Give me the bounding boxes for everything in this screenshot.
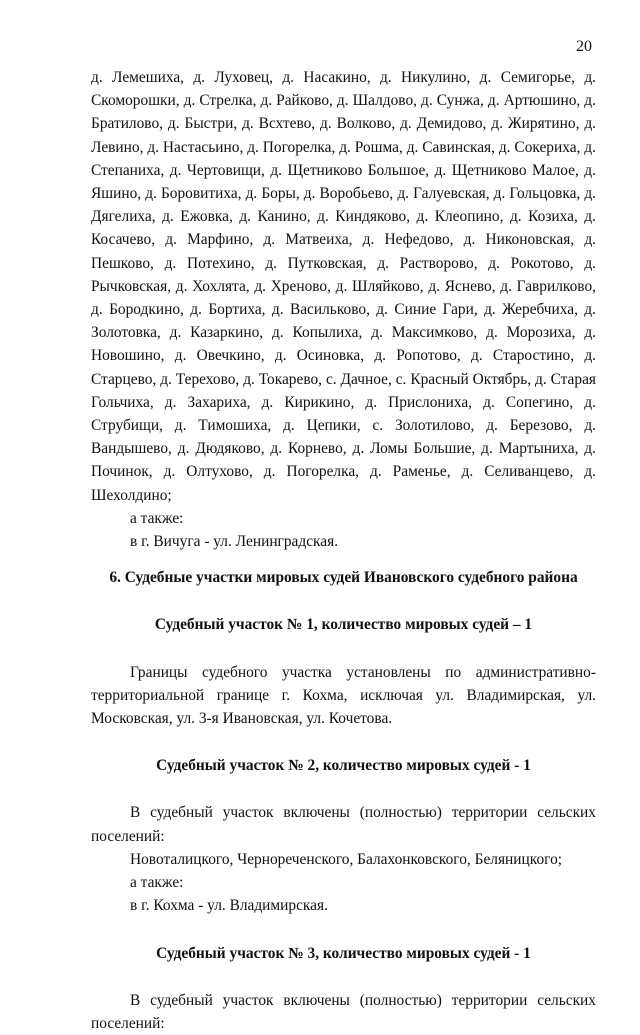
district-3-intro: В судебный участок включены (полностью) территории сельских поселений: xyxy=(91,991,596,1032)
district-2-heading: Судебный участок № 2, количество мировых судей - 1 xyxy=(156,757,531,775)
section-6-title: 6. Судебные участки мировых судей Ивановского судебного района xyxy=(109,569,578,587)
also-label: а также: xyxy=(130,509,184,527)
vichuga-street-line: в г. Вичуга - ул. Ленинградская. xyxy=(130,533,339,551)
district-3-heading: Судебный участок № 3, количество мировых судей - 1 xyxy=(156,944,531,962)
page-number: 20 xyxy=(576,38,592,55)
district-1-heading: Судебный участок № 1, количество мировых судей – 1 xyxy=(154,616,533,634)
document-body xyxy=(91,66,596,1035)
district-2-intro: В судебный участок включены (полностью) территории сельских поселений: xyxy=(91,804,596,845)
district-1-boundaries-text: Границы судебного участка установлены по административно-территориальной границе г. Кохма, исключая ул. Владимирская, ул. Московская, ул. 3-я Ивановская, ул. Кочетова. xyxy=(91,663,596,728)
villages-list-paragraph: д. Лемешиха, д. Луховец, д. Насакино, д. Никулино, д. Семигорье, д. Скоморошки, д. Стрелка, д. Райково, д. Шалдово, д. Сунжа, д. Артюшино, д. Братилово, д. Быстри, д. Всхтево, д. Волково, д. Демидово, д. Жирятино, д. Левино, д. Настасьино, д. Погорелка, д. Рошма, д. Савинская, д. Сокериха, д. Степаниха, д. Чертовищи, д. Щетниково Большое, д. Щетниково Малое, д. Яшино, д. Боровитиха, д. Боры, д. Воробьево, д. Галуевская, д. Гольцовка, д. Дягелиха, д. Ежовка, д. Канино, д. Киндяково, д. Клеопино, д. Козиха, д. Косачево, д. Марфино, д. Матвеиха, д. Нефедово, д. Никоновская, д. Пешково, д. Потехино, д. Путковская, д. Растворово, д. Рокотово, д. Рычковская, д. Хохлята, д. Хреново, д. Шляйково, д. Яснево, д. Гаврилково, д. Бородкино, д. Бортиха, д. Васильково, д. Синие Гари, д. Жеребчиха, д. Золотовка, д. Казаркино, д. Копылиха, д. Максимково, д. Морозиха, д. Новошино, д. Овечкино, д. Осиновка, д. Ропотово, д. Старостино, д. Старцево, д. Терехово, д. Токарево, с. Дачное, с. Красный Октябрь, д. Старая Гольчиха, д. Захариха, д. Кирикино, д. Прислониха, д. Сопегино, д. Струбищи, д. Тимошиха, д. Цепики, с. Золотилово, д. Березово, д. Вандышево, д. Дюдяково, д. Корнево, д. Ломы Большие, д. Мартыниха, д. Починок, д. Олтухово, д. Погорелка, д. Раменье, д. Селиванцево, д. Шехолдино; xyxy=(91,69,596,504)
district-2-settlements: Новоталицкого, Чернореченского, Балахонковского, Беляницкого; xyxy=(130,850,563,868)
district-2-also-label: а также: xyxy=(130,874,184,892)
district-2-kokhma-line: в г. Кохма - ул. Владимирская. xyxy=(130,897,328,915)
